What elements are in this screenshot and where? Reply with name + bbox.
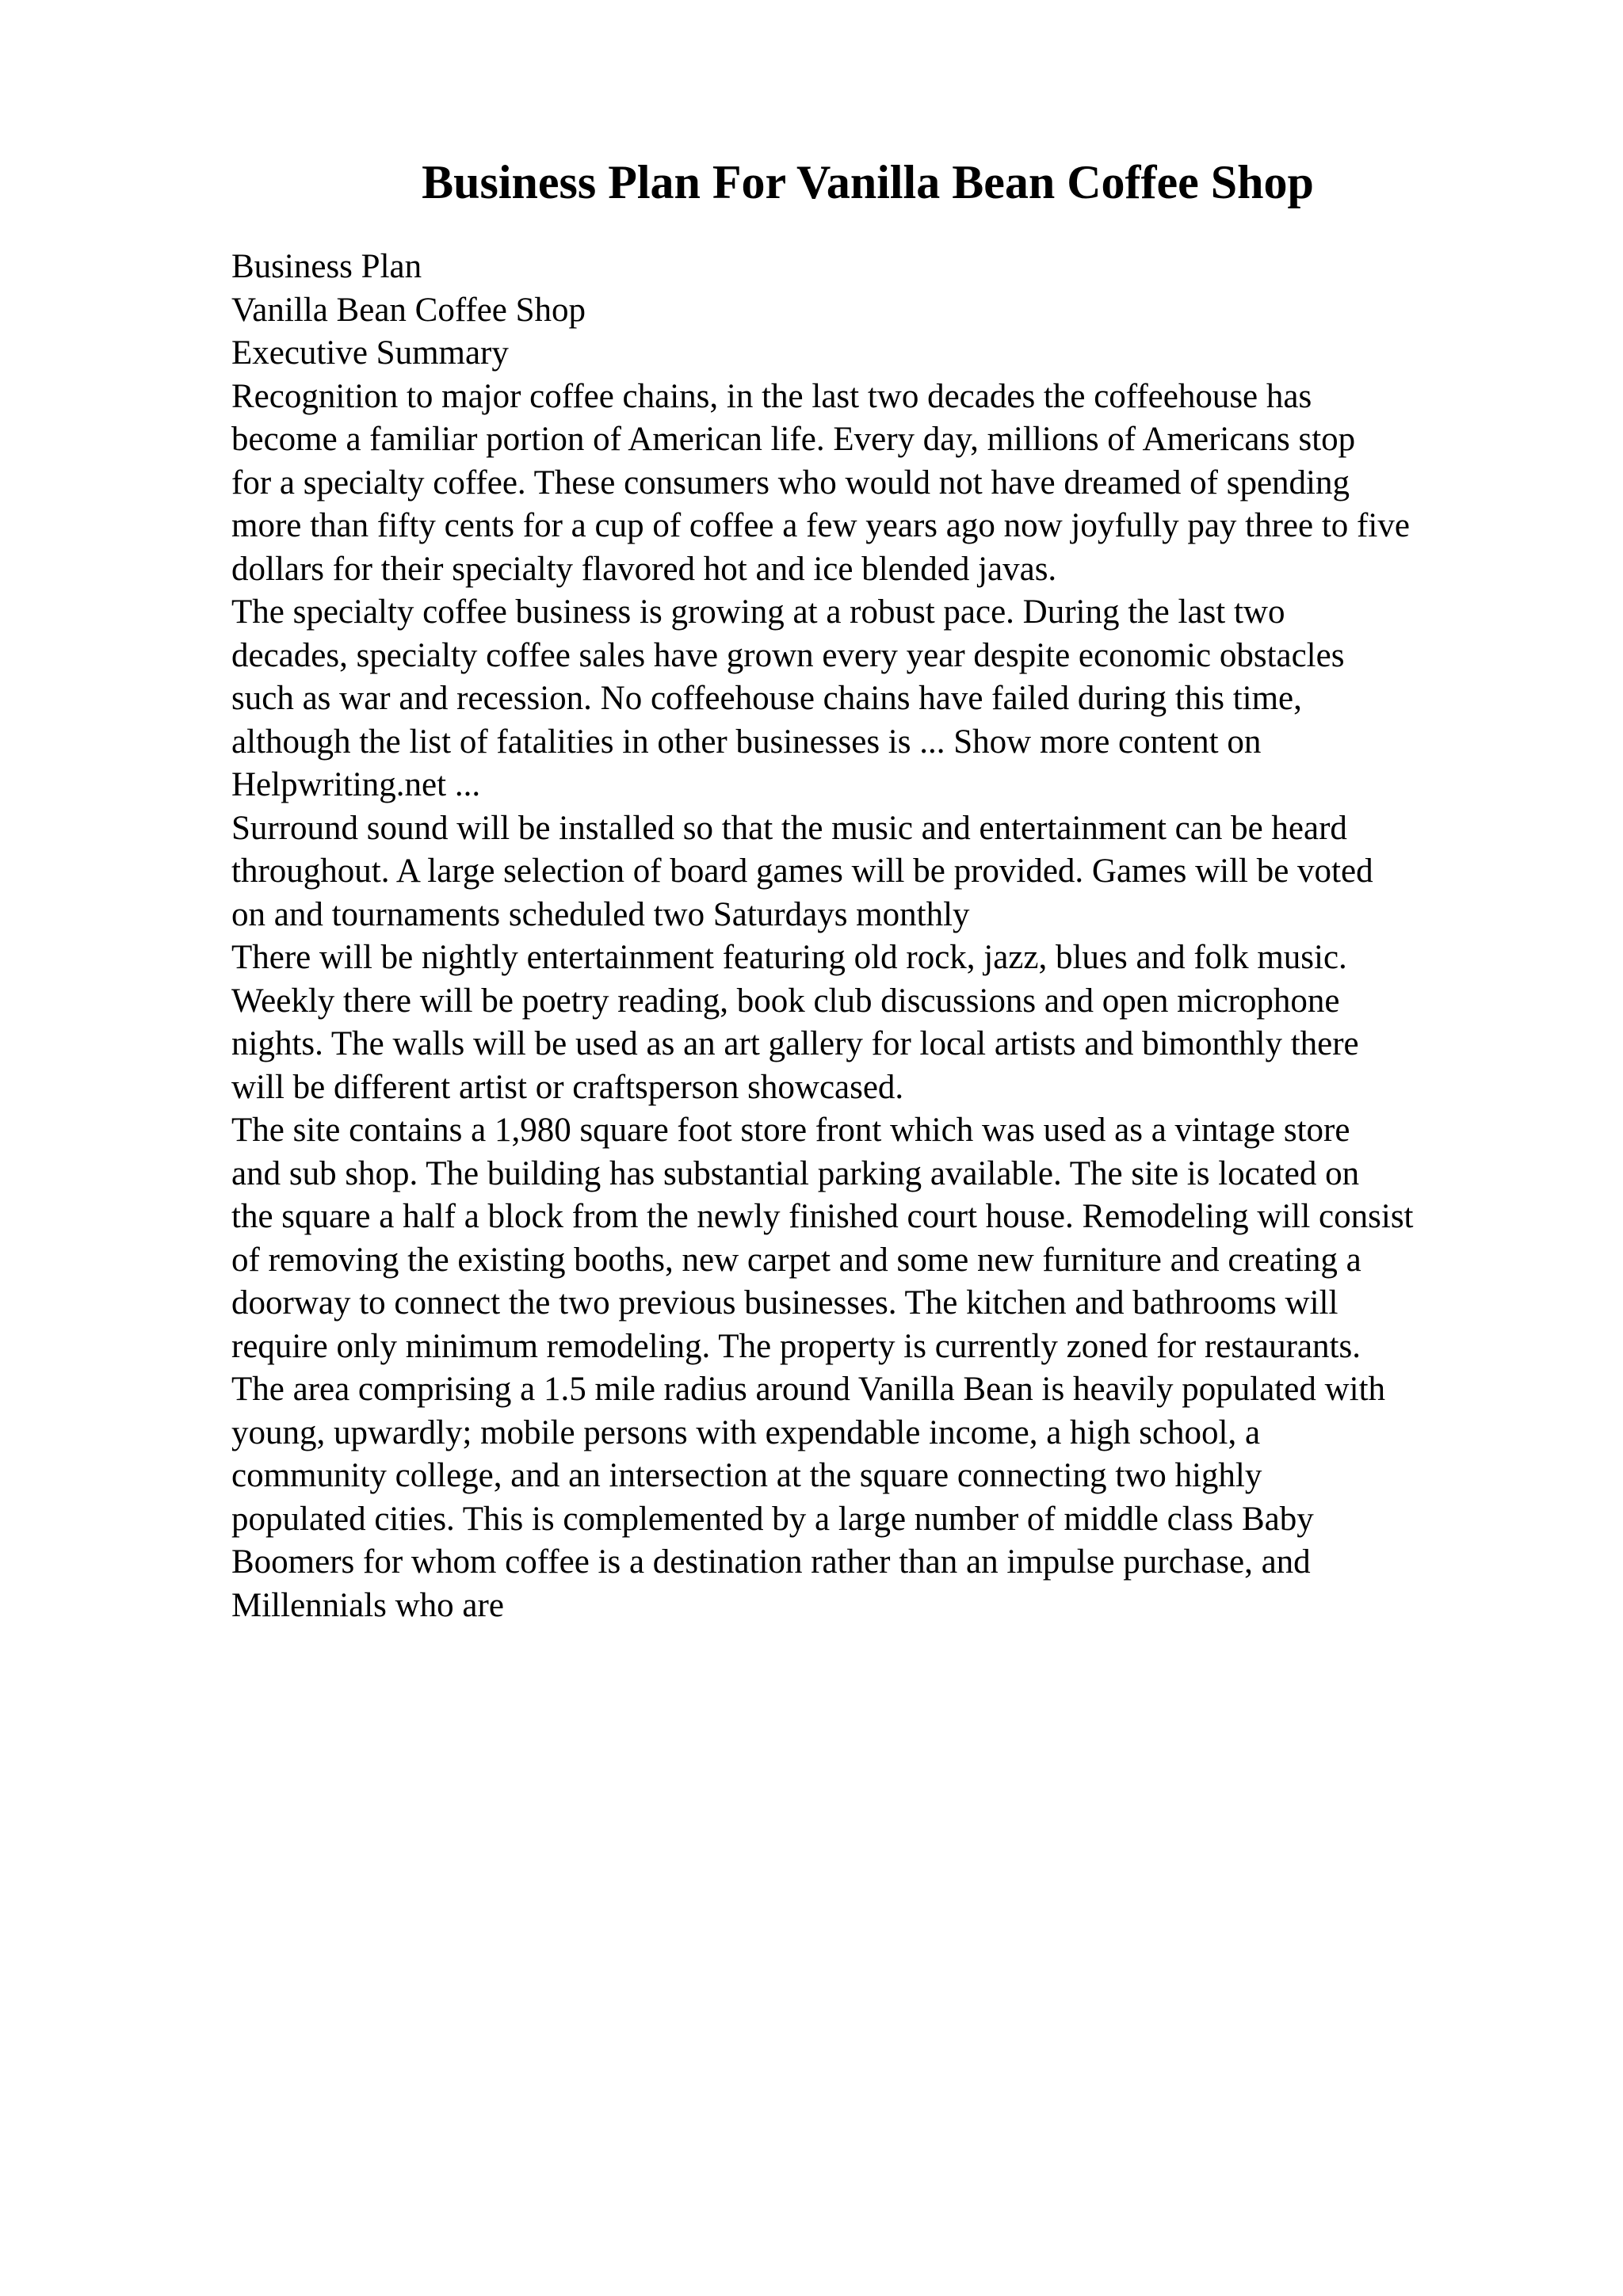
text-line: Weekly there will be poetry reading, book club discussions and open microphone — [231, 982, 1340, 1020]
text-line: There will be nightly entertainment featuring old rock, jazz, blues and folk music. — [231, 939, 1347, 976]
text-line: Vanilla Bean Coffee Shop — [231, 291, 586, 329]
text-line: Surround sound will be installed so that the music and entertainment can be heard — [231, 809, 1347, 847]
document-body — [231, 246, 1579, 1627]
text-line: doorway to connect the two previous businesses. The kitchen and bathrooms will — [231, 1284, 1338, 1322]
text-line: dollars for their specialty flavored hot and ice blended javas. — [231, 550, 1057, 588]
text-line: of removing the existing booths, new carpet and some new furniture and creating a — [231, 1241, 1361, 1279]
text-line: nights. The walls will be used as an art gallery for local artists and bimonthly there — [231, 1025, 1359, 1062]
text-line: Business Plan — [231, 248, 422, 285]
text-line: young, upwardly; mobile persons with expendable income, a high school, a — [231, 1413, 1261, 1451]
text-line: although the list of fatalities in other businesses is ... Show more content on — [231, 723, 1262, 761]
text-line: Helpwriting.net ... — [231, 766, 481, 803]
text-line: more than fifty cents for a cup of coffee a few years ago now joyfully pay three to five — [231, 507, 1410, 544]
text-line: decades, specialty coffee sales have grown every year despite economic obstacles — [231, 636, 1345, 674]
text-line: The area comprising a 1.5 mile radius around Vanilla Bean is heavily populated with — [231, 1371, 1386, 1408]
text-line: The specialty coffee business is growing at a robust pace. During the last two — [231, 593, 1285, 631]
text-line: become a familiar portion of American life. Every day, millions of Americans stop — [231, 421, 1356, 458]
text-line: Boomers for whom coffee is a destination rather than an impulse purchase, and — [231, 1543, 1311, 1581]
text-line: Millennials who are — [231, 1586, 504, 1624]
text-line: populated cities. This is complemented by a large number of middle class Baby — [231, 1500, 1314, 1538]
text-line: Executive Summary — [231, 334, 509, 372]
text-line: The site contains a 1,980 square foot store front which was used as a vintage store — [231, 1112, 1350, 1149]
text-line: throughout. A large selection of board games will be provided. Games will be voted — [231, 852, 1373, 890]
text-line: community college, and an intersection at the square connecting two highly — [231, 1457, 1262, 1494]
text-line: the square a half a block from the newly finished court house. Remodeling will consist — [231, 1198, 1414, 1235]
text-line: and sub shop. The building has substantial parking available. The site is located on — [231, 1154, 1360, 1192]
text-line: on and tournaments scheduled two Saturdays monthly — [231, 895, 970, 933]
document-title: Business Plan For Vanilla Bean Coffee Shop — [422, 156, 1314, 208]
text-line: Recognition to major coffee chains, in the last two decades the coffeehouse has — [231, 377, 1312, 415]
text-line: will be different artist or craftsperson showcased. — [231, 1068, 904, 1106]
text-line: such as war and recession. No coffeehouse chains have failed during this time, — [231, 680, 1302, 717]
text-line: for a specialty coffee. These consumers who would not have dreamed of spending — [231, 463, 1350, 502]
text-line: require only minimum remodeling. The property is currently zoned for restaurants. — [231, 1327, 1361, 1365]
